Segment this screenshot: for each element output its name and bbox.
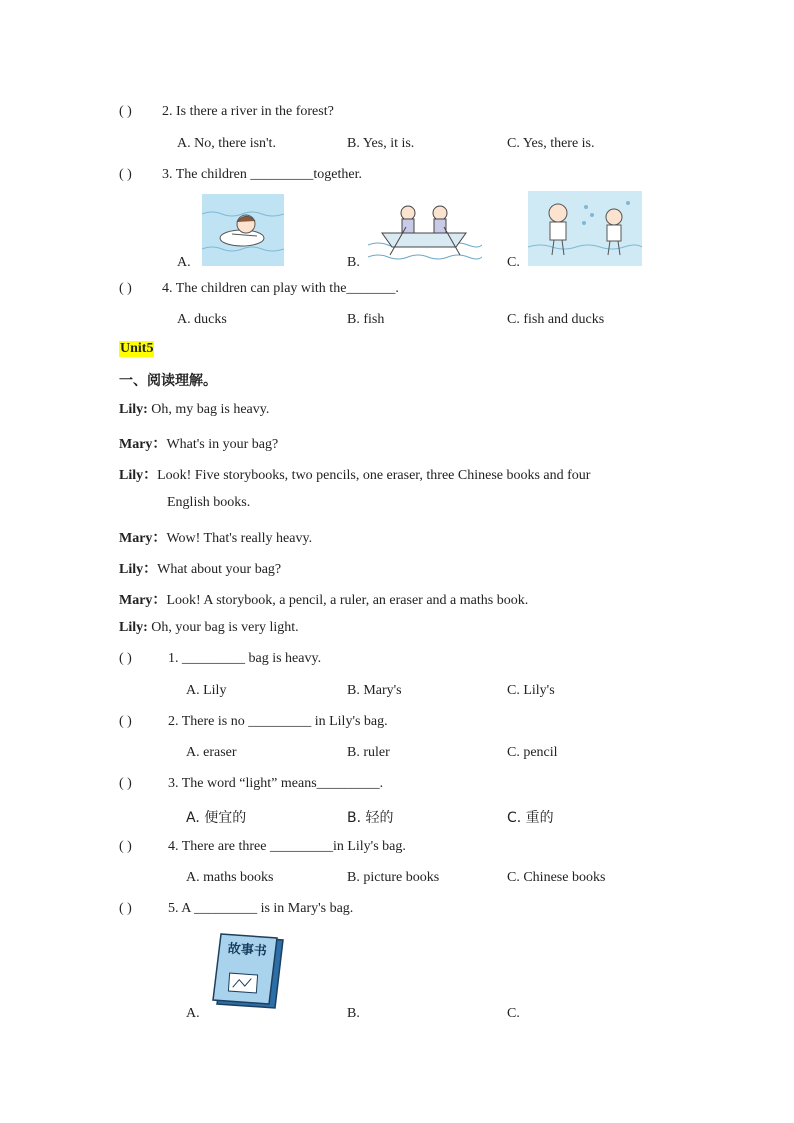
option-c[interactable]: C. pencil [507,745,558,760]
question-stem: 5. A _________ is in Mary's bag. [168,901,354,916]
question-stem: 2. There is no _________ in Lily's bag. [168,714,388,729]
question-stem: 2. Is there a river in the forest? [162,104,334,119]
question-stem: 1. _________ bag is heavy. [168,651,322,666]
dialogue-line [119,464,590,484]
dialogue-text: Oh, your bag is very light. [147,620,299,635]
speaker-name: Mary： [119,531,167,546]
dialogue-text: What about your bag? [157,562,282,577]
option-c[interactable]: C. fish and ducks [507,312,605,327]
option-b[interactable]: B. Mary's [347,683,402,698]
water-play-picture[interactable] [528,191,642,266]
rowing-boat-picture[interactable] [368,197,482,266]
dialogue-text: Look! Five storybooks, two pencils, one eraser, three Chinese books and four [157,468,591,483]
option-a[interactable]: A. eraser [186,745,237,760]
option-b[interactable]: B. Yes, it is. [347,136,415,151]
dialogue-text: English books. [167,495,251,510]
question-stem: 4. There are three _________in Lily's bag. [168,839,406,854]
dialogue-line [119,558,281,578]
option-b[interactable]: B. picture books [347,870,440,885]
dialogue-text: Wow! That's really heavy. [166,531,313,546]
dialogue-text: What's in your bag? [166,437,279,452]
option-a[interactable]: A. ducks [177,312,227,327]
option-b[interactable]: B. [347,1006,360,1021]
dialogue-line [119,620,299,636]
answer-paren[interactable]: ( ) [119,714,132,729]
answer-paren[interactable]: ( ) [119,901,132,916]
speaker-name: Lily: [119,402,148,417]
dialogue-line [119,402,269,418]
dialogue-line [119,589,528,609]
option-b[interactable]: B. fish [347,312,385,327]
question-stem: 3. The children _________together. [162,167,362,182]
option-a[interactable]: A. No, there isn't. [177,136,276,151]
storybook-picture[interactable] [211,932,287,1012]
section-title: 一、阅读理解。 [119,373,217,389]
storybook-cover-title: 故事书 [227,941,268,960]
dialogue-line [119,433,278,453]
answer-paren[interactable]: ( ) [119,104,132,119]
answer-paren[interactable]: ( ) [119,776,132,791]
swimming-picture[interactable] [202,194,284,266]
speaker-name: Lily： [119,562,158,577]
option-a[interactable]: A. Lily [186,683,227,698]
option-a[interactable]: A. [177,255,191,270]
option-c[interactable]: C. Lily's [507,683,555,698]
dialogue-line [167,495,250,511]
option-c[interactable]: C. [507,255,520,270]
speaker-name: Lily： [119,468,158,483]
option-b[interactable]: B. [347,255,360,270]
speaker-name: Lily: [119,620,148,635]
option-a[interactable]: A. 便宜的 [186,810,247,826]
option-c[interactable]: C. Chinese books [507,870,606,885]
answer-paren[interactable]: ( ) [119,167,132,182]
option-a[interactable]: A. maths books [186,870,274,885]
unit-label: Unit5 [120,341,154,356]
option-b[interactable]: B. ruler [347,745,390,760]
answer-paren[interactable]: ( ) [119,651,132,666]
dialogue-text: Look! A storybook, a pencil, a ruler, an eraser and a maths book. [166,593,529,608]
option-c[interactable]: C. 重的 [507,810,554,826]
speaker-name: Mary： [119,437,167,452]
option-c[interactable]: C. Yes, there is. [507,136,595,151]
speaker-name: Mary： [119,593,167,608]
dialogue-text: Oh, my bag is heavy. [147,402,270,417]
option-b[interactable]: B. 轻的 [347,810,394,826]
dialogue-line [119,527,312,547]
answer-paren[interactable]: ( ) [119,839,132,854]
question-stem: 4. The children can play with the_______. [162,281,399,296]
option-c[interactable]: C. [507,1006,520,1021]
option-a[interactable]: A. [186,1006,200,1021]
question-stem: 3. The word “light” means_________. [168,776,384,791]
answer-paren[interactable]: ( ) [119,281,132,296]
